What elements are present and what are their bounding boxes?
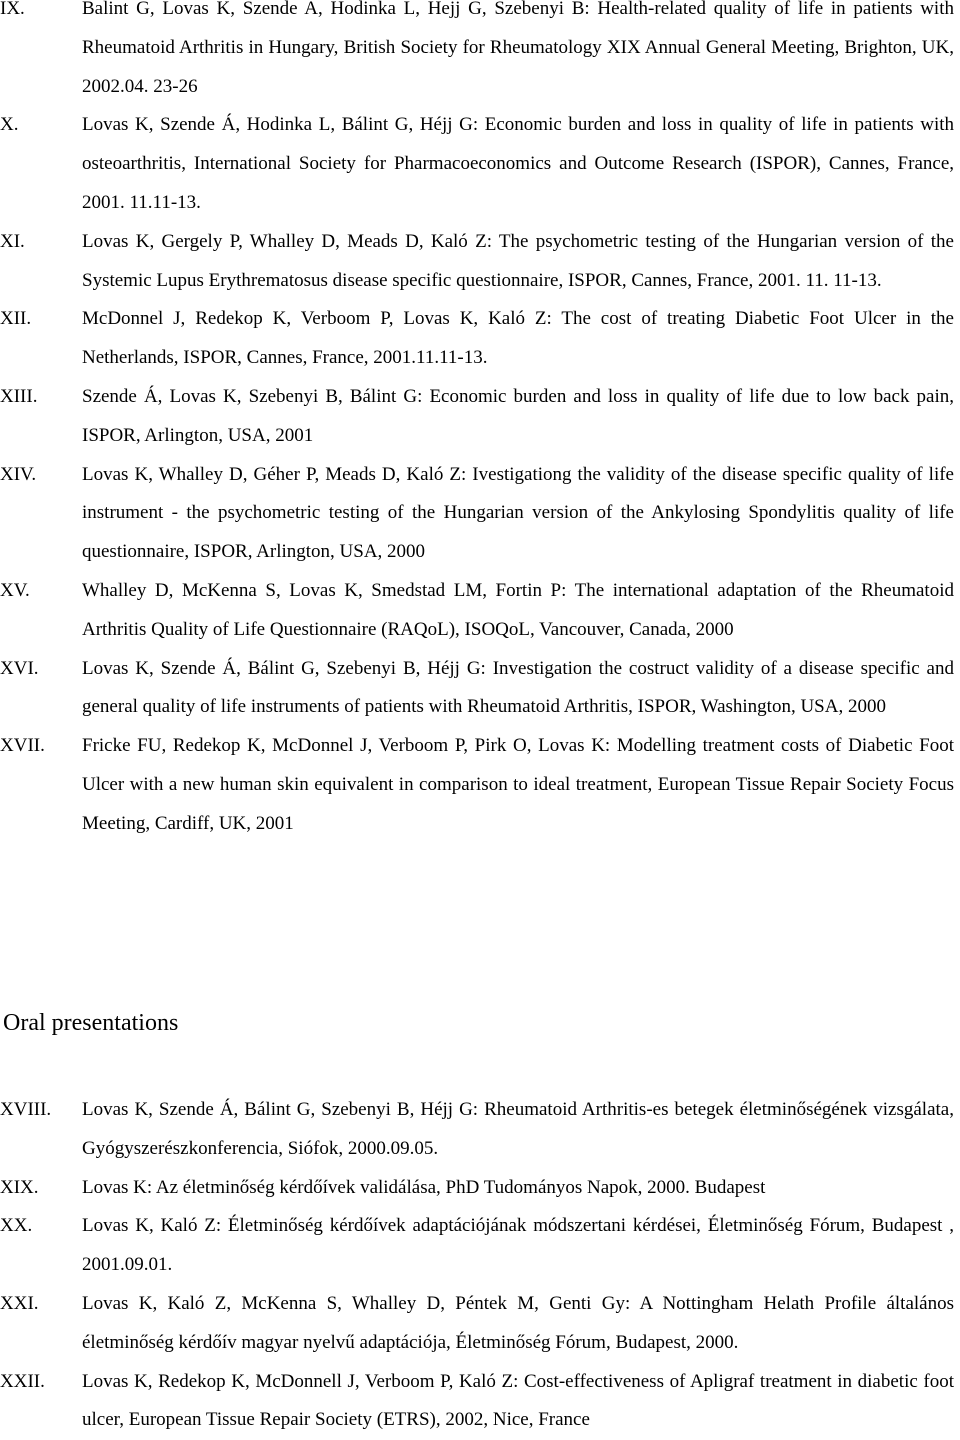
list-item (0, 1285, 960, 1363)
list-item (0, 456, 960, 572)
list-item (0, 650, 960, 728)
oral-presentation-list (0, 1091, 960, 1440)
item-number: XVIII. (0, 1099, 52, 1120)
citation-text: Lovas K, Kaló Z, McKenna S, Whalley D, Péntek M, Genti Gy: A Nottingham Helath Profile általános életminőség kérdőív magyar nyelvű adaptációja, Életminőség Fórum, Budapest, 2000. (82, 1292, 954, 1353)
citation-text: Lovas K: Az életminőség kérdőívek validálása, PhD Tudományos Napok, 2000. Budapest (82, 1176, 766, 1198)
list-item (0, 1363, 960, 1440)
item-number: XV. (0, 579, 30, 601)
section-heading: Oral presentations (3, 1010, 179, 1036)
list-item (0, 0, 960, 106)
list-item (0, 1091, 960, 1169)
item-number: X. (0, 114, 19, 136)
citation-text: Lovas K, Gergely P, Whalley D, Meads D, Kaló Z: The psychometric testing of the Hungarian version of the Systemic Lupus Erythrematosus disease specific questionnaire, ISPOR, Cannes, France, 2001. 11. 11-13. (82, 230, 954, 291)
item-number: XI. (0, 230, 25, 252)
citation-text: Lovas K, Kaló Z: Életminőség kérdőívek adaptációjának módszertani kérdései, Életminőség Fórum, Budapest , 2001.09.01. (82, 1215, 954, 1276)
item-number: XIII. (0, 385, 38, 407)
list-item (0, 300, 960, 378)
item-number: XII. (0, 308, 32, 330)
list-item (0, 223, 960, 301)
citation-text: Whalley D, McKenna S, Lovas K, Smedstad LM, Fortin P: The international adaptation of the Rheumatoid Arthritis Quality of Life Questionnaire (RAQoL), ISOQoL, Vancouver, Canada, 2000 (82, 579, 954, 640)
item-number: XX. (0, 1215, 33, 1237)
item-number: XXII. (0, 1370, 45, 1392)
citation-text: Lovas K, Szende Á, Bálint G, Szebenyi B, Héjj G: Rheumatoid Arthritis-es betegek életminőségének vizsgálata, Gyógyszerészkonferencia, Siófok, 2000.09.05. (82, 1099, 954, 1159)
item-number: XVII. (0, 735, 45, 757)
citation-text: Lovas K, Redekop K, McDonnell J, Verboom P, Kaló Z: Cost-effectiveness of Apligraf treatment in diabetic foot ulcer, European Tissue Repair Society (ETRS), 2002, Nice, France (82, 1370, 954, 1431)
list-item (0, 378, 960, 456)
citation-text: Lovas K, Whalley D, Géher P, Meads D, Kaló Z: Ivestigationg the validity of the disease specific quality of life instrument - the psychometric testing of the Hungarian version of the Ankylosing Spondylitis quality of life questionnaire, ISPOR, Arlington, USA, 2000 (82, 463, 954, 563)
citation-text: Lovas K, Szende Á, Bálint G, Szebenyi B, Héjj G: Investigation the costruct validity of a disease specific and general quality of life instruments of patients with Rheumatoid Arthritis, ISPOR, Washington, USA, 2000 (82, 657, 954, 718)
list-item (0, 727, 960, 843)
item-number: XIX. (0, 1176, 39, 1198)
citation-text: Balint G, Lovas K, Szende A, Hodinka L, Hejj G, Szebenyi B: Health-related quality of life in patients with Rheumatoid Arthritis in Hungary, British Society for Rheumatology XIX Annual General Meeting, Brighton, UK, 2002.04. 23-26 (82, 0, 954, 97)
list-item (0, 572, 960, 650)
item-number: XXI. (0, 1292, 39, 1314)
citation-text: McDonnel J, Redekop K, Verboom P, Lovas K, Kaló Z: The cost of treating Diabetic Foot Ulcer in the Netherlands, ISPOR, Cannes, France, 2001.11.11-13. (82, 308, 954, 369)
citation-text: Fricke FU, Redekop K, McDonnel J, Verboom P, Pirk O, Lovas K: Modelling treatment costs of Diabetic Foot Ulcer with a new human skin equivalent in comparison to ideal treatment, European Tissue Repair Society Focus Meeting, Cardiff, UK, 2001 (82, 735, 954, 834)
citation-text: Szende Á, Lovas K, Szebenyi B, Bálint G: Economic burden and loss in quality of life due to low back pain, ISPOR, Arlington, USA, 2001 (82, 385, 954, 446)
item-number: XIV. (0, 463, 37, 485)
item-number: XVI. (0, 657, 39, 679)
list-item (0, 1207, 960, 1285)
item-number: IX. (0, 0, 25, 19)
list-item (0, 1169, 960, 1208)
list-item (0, 106, 960, 222)
citation-text: Lovas K, Szende Á, Hodinka L, Bálint G, Héjj G: Economic burden and loss in quality of life in patients with osteoarthritis, International Society for Pharmacoeconomics and Outcome Research (ISPOR), Cannes, France, 2001. 11.11-13. (82, 114, 954, 213)
